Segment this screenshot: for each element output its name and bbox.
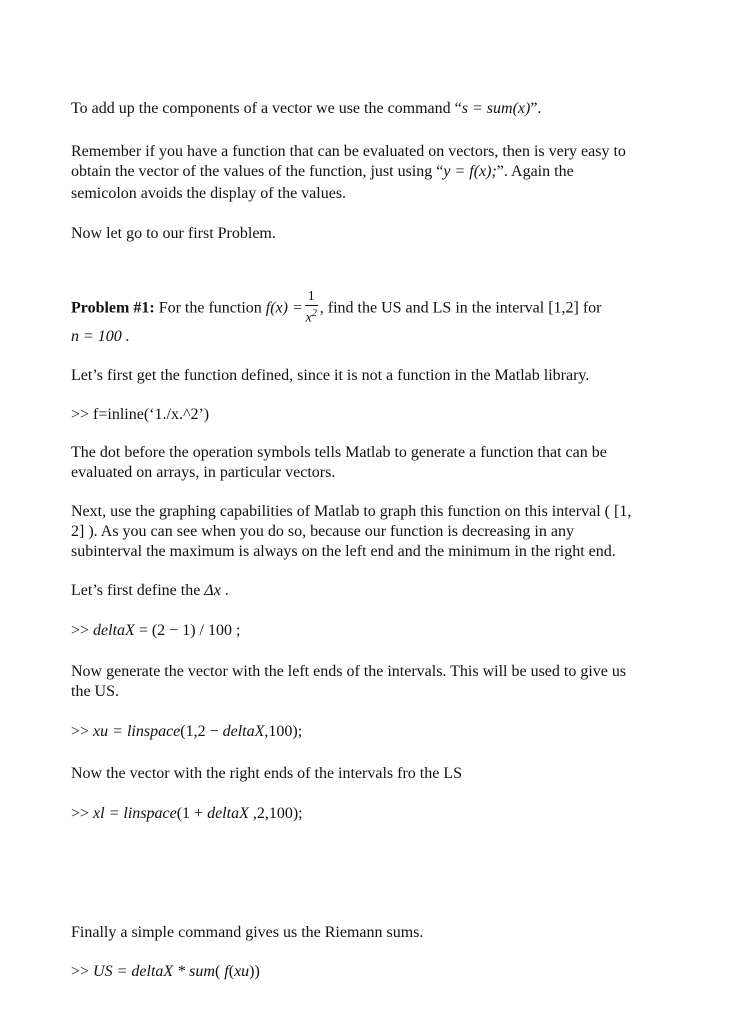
matlab-command-inline: >> f=inline(‘1./x.^2’): [71, 406, 210, 423]
command-prompt: >>: [71, 963, 94, 980]
matlab-command-us: [71, 962, 260, 982]
paragraph-text: , find the US and LS in the interval [1,2] for: [319, 299, 602, 317]
paragraph-text: For the function: [154, 299, 266, 317]
math-variable: deltaX: [222, 723, 265, 740]
math-args: (1 +: [176, 805, 208, 822]
paragraph-text: To add up the components of a vector we use the command “: [71, 100, 462, 117]
paragraph-text: ”. Again the: [496, 163, 574, 180]
paragraph-line: Remember if you have a function that can be evaluated on vectors, then is very easy to: [71, 143, 626, 160]
fraction-numerator: 1: [305, 290, 318, 306]
math-expression: = (2 − 1) / 100 ;: [134, 622, 241, 639]
math-args: )): [249, 963, 260, 980]
paragraph-line: evaluated on arrays, in particular vectors.: [71, 464, 336, 481]
problem-label: Problem #1:: [71, 299, 155, 317]
paragraph-line: subinterval the maximum is always on the left end and the minimum in the right end.: [71, 543, 616, 560]
fraction: [305, 290, 318, 326]
command-prompt: >>: [71, 805, 94, 822]
fraction-denominator-base: x: [305, 310, 312, 326]
math-variable: xu: [234, 963, 250, 980]
paragraph-line: semicolon avoids the display of the values.: [71, 185, 347, 202]
problem-n-line: [71, 327, 130, 347]
math-expression: s = sum(x): [461, 100, 531, 117]
paragraph-line: [71, 162, 574, 182]
math-variable: deltaX: [207, 805, 249, 822]
math-args: (1,2 −: [180, 723, 223, 740]
math-args: (: [228, 963, 235, 980]
paragraph-text: .: [220, 582, 229, 599]
command-prompt: >>: [71, 723, 94, 740]
paragraph-text: ”.: [530, 100, 542, 117]
math-variable: deltaX: [93, 622, 135, 639]
math-expression: xu = linspace: [93, 723, 181, 740]
matlab-command-xl: [71, 804, 303, 824]
paragraph-line: Let’s first get the function defined, since it is not a function in the Matlab library.: [71, 367, 590, 384]
paragraph-line: the US.: [71, 683, 119, 700]
math-expression: y = f(x);: [443, 163, 497, 180]
paragraph-text: obtain the vector of the values of the function, just using “: [71, 163, 444, 180]
paragraph-line: Finally a simple command gives us the Riemann sums.: [71, 924, 424, 941]
paragraph-text: Let’s first define the: [71, 582, 205, 599]
paragraph-line: Now the vector with the right ends of the intervals fro the LS: [71, 765, 463, 782]
math-expression: f(x) =: [265, 299, 303, 317]
paragraph-line: Now let go to our first Problem.: [71, 225, 276, 242]
paragraph-line: The dot before the operation symbols tells Matlab to generate a function that can be: [71, 444, 607, 461]
math-expression: xl = linspace: [93, 805, 177, 822]
paragraph-line: 2] ). As you can see when you do so, because our function is decreasing in any: [71, 523, 574, 540]
paragraph-line: Next, use the graphing capabilities of Matlab to graph this function on this interval ( [1,: [71, 503, 632, 520]
paragraph-delta-x: [71, 581, 229, 601]
matlab-command-xu: [71, 722, 302, 742]
math-args: (: [214, 963, 225, 980]
command-prompt: >>: [71, 622, 94, 639]
paragraph-line: Now generate the vector with the left ends of the intervals. This will be used to give us: [71, 663, 627, 680]
problem-statement: [71, 291, 602, 327]
math-variable: f: [224, 963, 229, 980]
fraction-exponent: 2: [311, 308, 317, 319]
math-expression: n = 100 .: [71, 328, 130, 345]
math-args: ,100);: [264, 723, 303, 740]
paragraph-sum-command: [71, 99, 541, 119]
math-expression: US = deltaX * sum: [93, 963, 215, 980]
math-expression: Δx: [204, 582, 221, 599]
math-args: ,2,100);: [248, 805, 303, 822]
matlab-command-deltax: [71, 621, 240, 641]
fraction-denominator: [305, 306, 318, 326]
